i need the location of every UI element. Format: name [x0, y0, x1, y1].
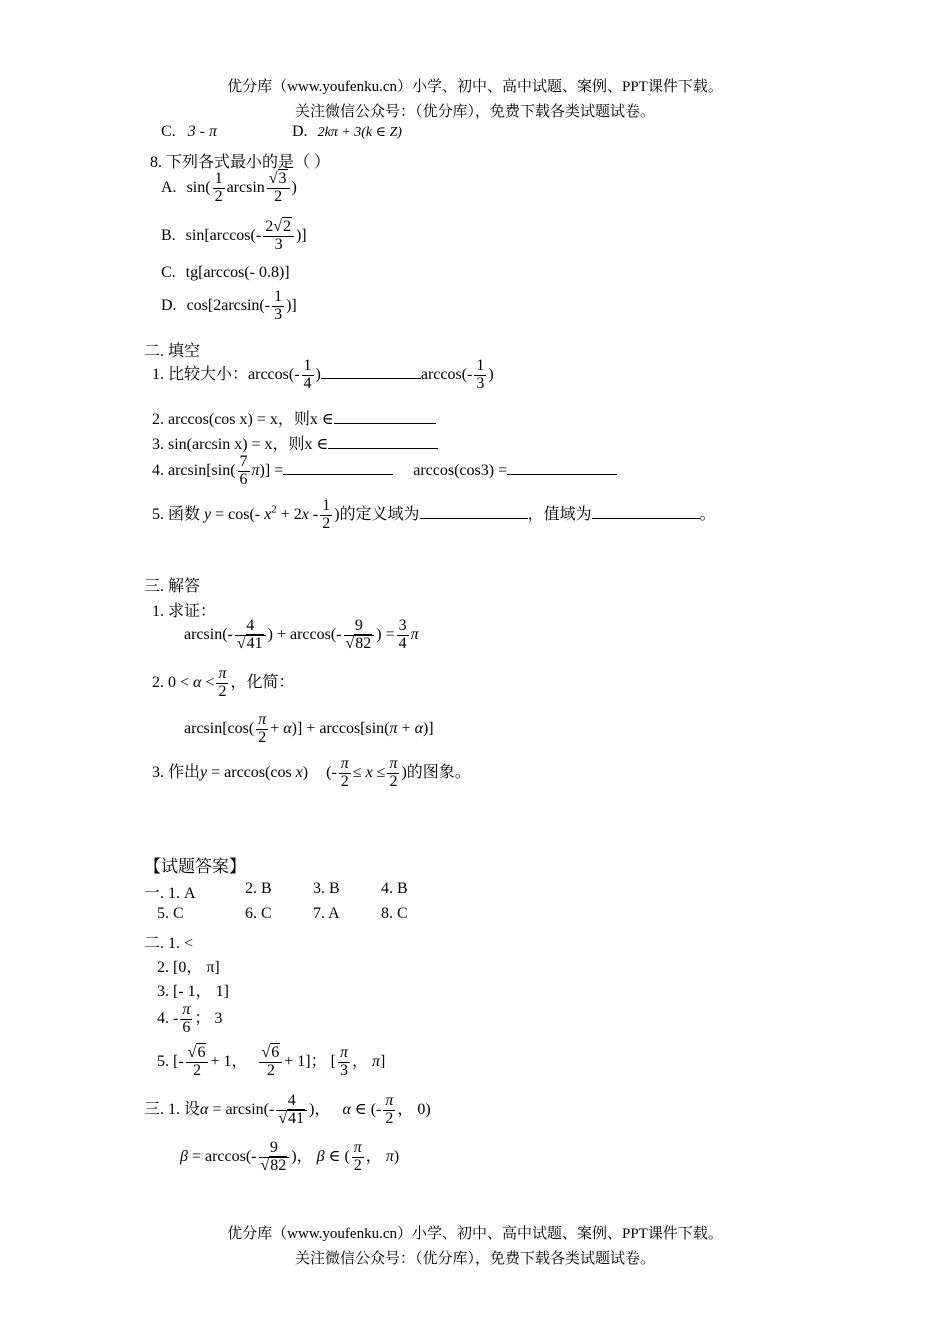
solve-q3: 3. 作出y = arccos(cos x) (- $\frac{\pi}{2}$ ≤ x ≤ $\frac{\pi}{2}$ )的图象。	[152, 755, 471, 790]
answers-row-1: 一. 1. A 2. B 3. B 4. B	[144, 880, 408, 902]
answers-row-2: 5. C 6. C 7. A 8. C	[157, 905, 408, 922]
footer-line-1: 优分库（www.youfenku.cn）小学、初中、高中试题、案例、PPT课件下载。	[227, 1226, 723, 1242]
fill-q2: 2. arccos(cos x) = x，则x ∈	[152, 406, 436, 429]
footer-line-2: 关注微信公众号：（优分库），免费下载各类试题试卷。	[294, 1251, 655, 1267]
solve-q2-title: 2. 0 < α < $\frac{\pi}{2}$ ，化简：	[152, 665, 295, 700]
solve-q1-title: 1. 求证：	[152, 603, 217, 620]
answer-s2-2: 2. [0， π]	[157, 959, 220, 976]
section3-title: 三. 解答	[144, 578, 201, 595]
fill-q1: 1. 比较大小：arccos(- $\frac{1}{4}$ ) arccos(- $\frac{1}{3}$ )	[152, 357, 494, 392]
answer-s2-1: 二. 1. <	[144, 935, 194, 952]
q8-option-a: A. sin( $\frac{1}{2}$ arcsin $\frac{√3}{2}$ )	[161, 170, 297, 205]
header-line-2: 关注微信公众号：（优分库），免费下载各类试题试卷。	[294, 104, 655, 120]
solve-q2-expression: arcsin[cos( $\frac{\pi}{2}$ + α)] + arccos[sin(π + α)]	[184, 711, 434, 746]
section2-title: 二. 填空	[144, 343, 201, 360]
q8-option-c: C. tg[arccos(- 0.8)]	[161, 264, 290, 281]
fill-q3: 3. sin(arcsin x) = x，则x ∈	[152, 431, 438, 454]
header-line-1: 优分库（www.youfenku.cn）小学、初中、高中试题、案例、PPT课件下载。	[227, 79, 723, 95]
answer-s2-5: 5. [- $\frac{√6}{2}$ + 1， $\frac{√6}{2}$ + 1]； [ $\frac{\pi}{3}$ ， π]	[157, 1044, 386, 1079]
answer-s2-4: 4. - $\frac{\pi}{6}$ ； 3	[157, 1001, 223, 1036]
q7-option-c: C. 3 - π	[161, 123, 218, 140]
answers-title: 【试题答案】	[144, 857, 246, 876]
q8-option-b: B. sin[arccos(- $\frac{2√2}{3}$ )]	[161, 218, 307, 253]
fill-q5: 5. 函数 y = cos(- $x^2 + 2x$ - $\frac{1}{2}$ )的定义域为 ，值域为 。	[152, 497, 716, 532]
q7-option-d: D. 2kπ + 3(k ∈ Z)	[292, 123, 402, 140]
fill-q4: 4. arcsin[sin( $\frac{7}{6}$ π)] = arccos(cos3) =	[152, 454, 617, 489]
solve-q1-equation: arcsin(- $\frac{4}{√41}$ ) + arccos(- $\frac{9}{√82}$ ) = $\frac{3}{4}$ π	[184, 617, 419, 652]
q8-option-d: D. cos[2arcsin(- $\frac{1}{3}$ )]	[161, 288, 297, 323]
answer-s2-3: 3. [- 1， 1]	[157, 983, 229, 1000]
answer-s3-1-alpha: 三. 1. 设α = arcsin(- $\frac{4}{√41}$ )， α ∈ (- $\frac{\pi}{2}$ ， 0)	[144, 1092, 431, 1127]
answer-s3-1-beta: β = arccos(- $\frac{9}{√82}$ )， β ∈ ( $\frac{\pi}{2}$ ， π)	[180, 1139, 400, 1174]
q8-title: 8. 下列各式最小的是（ ）	[150, 154, 331, 171]
